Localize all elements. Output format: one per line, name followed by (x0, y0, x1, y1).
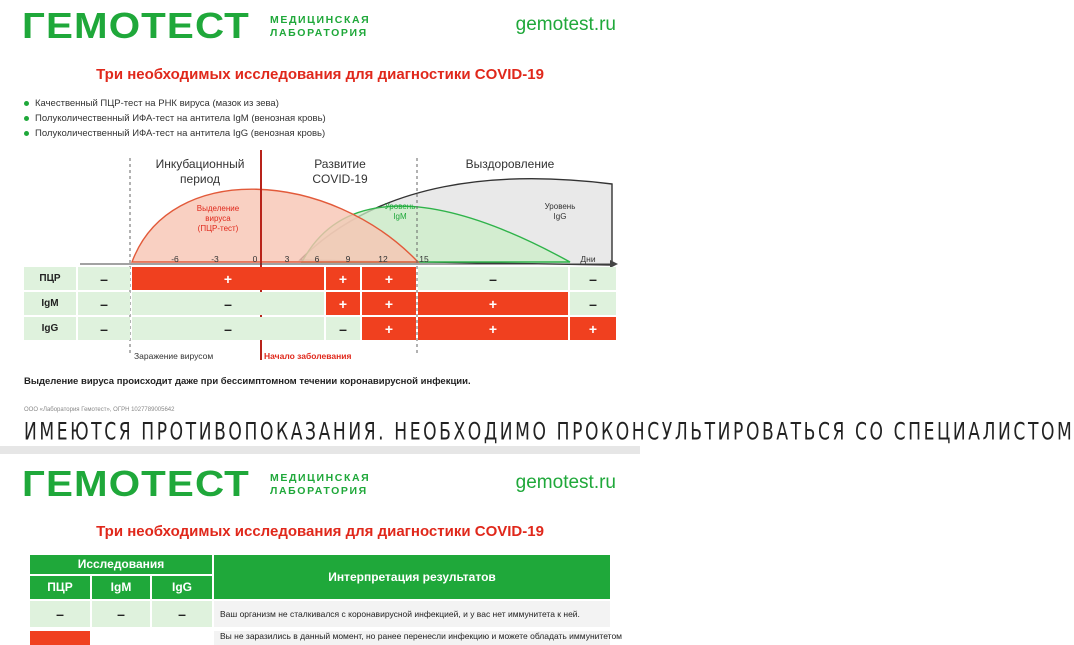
bullet-item: Полуколичественный ИФА-тест на антитела IgG (венозная кровь) (24, 126, 326, 141)
site-url[interactable]: gemotest.ru (515, 14, 616, 35)
igg-cell: + (418, 317, 568, 340)
legal-line: ООО «Лаборатория Гемотест», ОГРН 1027789005642 (24, 407, 175, 413)
header-igg: IgG (152, 576, 212, 599)
phase-development: Развитие COVID-19 (312, 157, 368, 186)
igm-cell: – (78, 292, 130, 315)
igg-cell: – (132, 317, 324, 340)
igm-cell: – (132, 292, 324, 315)
gemotest-logo: ГЕМОТЕСТ (22, 5, 250, 46)
axis-tick: 9 (345, 254, 351, 264)
axis-tick: 6 (314, 254, 320, 264)
gemotest-logo: ГЕМОТЕСТ (22, 463, 250, 504)
onset-annotation: Начало заболевания (264, 351, 352, 361)
asymptomatic-note: Выделение вируса происходит даже при бессимптомном течении коронавирусной инфекции. (24, 376, 471, 387)
interpretation-table (30, 555, 623, 641)
logo-subtitle-line2: ЛАБОРАТОРИЯ (270, 485, 368, 497)
logo-subtitle (270, 14, 370, 40)
igm-curve-label: Уровень IgM (384, 202, 416, 221)
row-label-igg: IgG (24, 317, 76, 340)
logo-subtitle-line1: МЕДИЦИНСКАЯ (270, 14, 371, 26)
page-title: Три необходимых исследования для диагностики COVID-19 (96, 523, 544, 540)
axis-tick: -3 (211, 254, 219, 264)
interpretation-text: Ваш организм не сталкивался с коронавирусной инфекцией, и у вас нет иммунитета к ней. (214, 601, 610, 627)
igg-cell: – (78, 317, 130, 340)
pcr-cell: – (570, 267, 616, 290)
bullet-item: Полуколичественный ИФА-тест на антитела IgM (венозная кровь) (24, 111, 326, 126)
igm-cell: – (570, 292, 616, 315)
row-label-igm: IgM (24, 292, 76, 315)
header-igm: IgM (92, 576, 150, 599)
result-cell: – (92, 601, 150, 627)
row-label-pcr: ПЦР (24, 267, 76, 290)
pcr-cell: + (132, 267, 324, 290)
bullet-dot-icon (24, 116, 29, 121)
logo-subtitle-line2: ЛАБОРАТОРИЯ (270, 27, 368, 39)
axis-unit: Дни (580, 254, 596, 264)
warning-banner: ИМЕЮТСЯ ПРОТИВОПОКАЗАНИЯ. НЕОБХОДИМО ПРОКОНСУЛЬТИРОВАТЬСЯ СО СПЕЦИАЛИСТОМ (24, 418, 1074, 446)
slide-divider (0, 446, 640, 454)
infection-annotation: Заражение вирусом (134, 351, 214, 361)
page-title: Три необходимых исследования для диагностики COVID-19 (96, 66, 544, 83)
results-grid (24, 267, 616, 341)
igm-cell: + (418, 292, 568, 315)
igg-cell: + (362, 317, 416, 340)
axis-tick: 3 (284, 254, 290, 264)
header-pcr: ПЦР (30, 576, 90, 599)
result-cell: – (152, 601, 212, 627)
bullet-item: Качественный ПЦР-тест на РНК вируса (мазок из зева) (24, 96, 326, 111)
pcr-cell: + (326, 267, 360, 290)
axis-tick: 15 (419, 254, 429, 264)
test-bullet-list (24, 96, 326, 141)
interpretation-text: Вы не заразились в данный момент, но ранее перенесли инфекцию и можете обладать иммунитетом (214, 631, 610, 645)
pcr-curve-label: Выделение вируса (ПЦР-тест) (196, 204, 240, 233)
igg-cell: + (570, 317, 616, 340)
axis-tick: 0 (252, 254, 258, 264)
bullet-dot-icon (24, 131, 29, 136)
header-interpretation: Интерпретация результатов (214, 555, 610, 599)
igg-curve-label: Уровень IgG (544, 202, 576, 221)
site-url[interactable]: gemotest.ru (515, 472, 616, 493)
bullet-dot-icon (24, 101, 29, 106)
result-cell (30, 631, 90, 645)
logo-subtitle (270, 472, 370, 498)
logo-subtitle-line1: МЕДИЦИНСКАЯ (270, 472, 371, 484)
phase-recovery: Выздоровление (465, 157, 555, 171)
header-tests: Исследования (30, 555, 212, 574)
pcr-cell: + (362, 267, 416, 290)
pcr-cell: – (418, 267, 568, 290)
axis-tick: 12 (378, 254, 388, 264)
igm-cell: + (362, 292, 416, 315)
igg-cell: – (326, 317, 360, 340)
result-cell: – (30, 601, 90, 627)
pcr-cell: – (78, 267, 130, 290)
igm-cell: + (326, 292, 360, 315)
phase-incubation: Инкубационный период (155, 157, 245, 186)
axis-tick: -6 (171, 254, 179, 264)
